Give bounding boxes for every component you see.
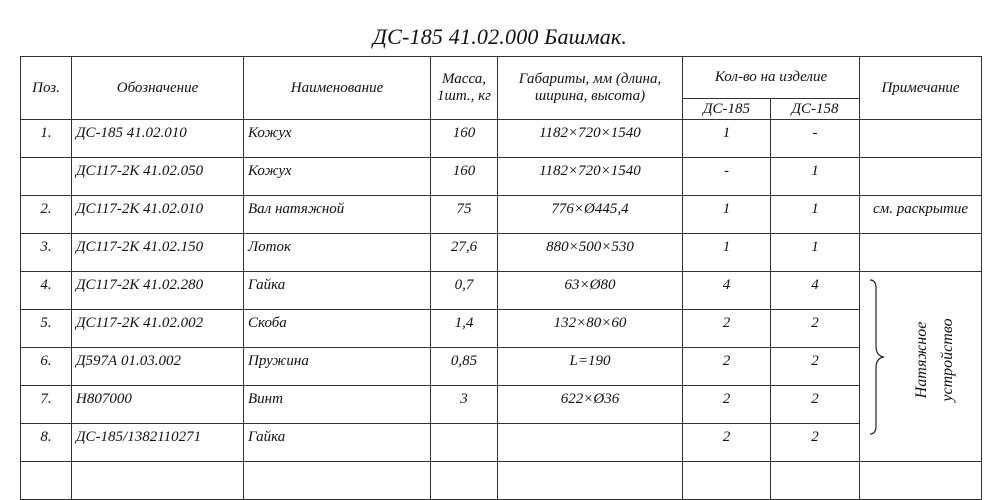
cell-designation: ДС-185/1382110271: [72, 424, 244, 462]
group-note-vertical-text: [904, 290, 964, 430]
cell-note: [860, 120, 982, 158]
cell-pos: 7.: [21, 386, 72, 424]
parts-specification-table: [20, 56, 982, 500]
header-quantity: Кол-во на изделие: [683, 57, 860, 99]
cell-designation: ДС117-2К 41.02.010: [72, 196, 244, 234]
cell-qty-b: [771, 462, 860, 500]
cell-name: Кожух: [244, 158, 431, 196]
cell-pos: [21, 158, 72, 196]
header-qty-ds158: ДС-158: [771, 99, 860, 120]
cell-qty-b: 1: [771, 158, 860, 196]
cell-mass: 0,7: [431, 272, 498, 310]
header-pos: Поз.: [21, 57, 72, 120]
cell-qty-b: -: [771, 120, 860, 158]
table-row: [21, 158, 982, 196]
cell-designation: [72, 462, 244, 500]
table-body: [21, 120, 982, 500]
cell-qty-a: 2: [683, 348, 771, 386]
table-row: [21, 196, 982, 234]
cell-pos: [21, 462, 72, 500]
cell-qty-a: 1: [683, 120, 771, 158]
cell-pos: 6.: [21, 348, 72, 386]
cell-dims: 63×Ø80: [498, 272, 683, 310]
group-note-cell: [860, 272, 982, 462]
cell-qty-b: 1: [771, 234, 860, 272]
cell-qty-a: 1: [683, 234, 771, 272]
cell-designation: ДС-185 41.02.010: [72, 120, 244, 158]
cell-qty-a: 2: [683, 424, 771, 462]
cell-mass: [431, 462, 498, 500]
cell-name: Винт: [244, 386, 431, 424]
cell-name: Вал натяжной: [244, 196, 431, 234]
cell-qty-a: -: [683, 158, 771, 196]
cell-qty-b: 2: [771, 348, 860, 386]
cell-designation: Д597А 01.03.002: [72, 348, 244, 386]
cell-mass: 27,6: [431, 234, 498, 272]
table-row: [21, 310, 982, 348]
cell-mass: 3: [431, 386, 498, 424]
cell-designation: ДС117-2К 41.02.002: [72, 310, 244, 348]
cell-dims: L=190: [498, 348, 683, 386]
cell-pos: 1.: [21, 120, 72, 158]
table-row: [21, 462, 982, 500]
cell-qty-b: 2: [771, 310, 860, 348]
cell-dims: [498, 424, 683, 462]
cell-qty-b: 1: [771, 196, 860, 234]
document-title: ДС-185 41.02.000 Башмак.: [372, 24, 628, 49]
cell-name: Гайка: [244, 424, 431, 462]
cell-pos: 3.: [21, 234, 72, 272]
cell-mass: 160: [431, 158, 498, 196]
cell-name: Скоба: [244, 310, 431, 348]
table-row: [21, 272, 982, 310]
header-mass: Масса, 1шт., кг: [431, 57, 498, 120]
cell-qty-a: 2: [683, 386, 771, 424]
table-row: [21, 386, 982, 424]
cell-note: [860, 234, 982, 272]
cell-note: [860, 462, 982, 500]
cell-dims: 622×Ø36: [498, 386, 683, 424]
cell-name: Лоток: [244, 234, 431, 272]
header-note: Примечание: [860, 57, 982, 120]
cell-qty-a: 1: [683, 196, 771, 234]
table-row: [21, 234, 982, 272]
header-name: Наименование: [244, 57, 431, 120]
cell-dims: 776×Ø445,4: [498, 196, 683, 234]
cell-mass: 1,4: [431, 310, 498, 348]
cell-mass: 160: [431, 120, 498, 158]
cell-note: см. раскрытие: [860, 196, 982, 234]
table-header: [21, 57, 982, 120]
cell-name: Гайка: [244, 272, 431, 310]
cell-name: [244, 462, 431, 500]
cell-pos: 8.: [21, 424, 72, 462]
header-designation: Обозначение: [72, 57, 244, 120]
cell-pos: 2.: [21, 196, 72, 234]
table-row: [21, 348, 982, 386]
cell-dims: 132×80×60: [498, 310, 683, 348]
table-row: [21, 120, 982, 158]
cell-qty-b: 4: [771, 272, 860, 310]
cell-qty-a: 2: [683, 310, 771, 348]
cell-mass: 0,85: [431, 348, 498, 386]
cell-designation: ДС117-2К 41.02.280: [72, 272, 244, 310]
cell-pos: 5.: [21, 310, 72, 348]
table-row: [21, 424, 982, 462]
cell-mass: 75: [431, 196, 498, 234]
cell-dims: [498, 462, 683, 500]
cell-qty-b: 2: [771, 386, 860, 424]
header-dimensions: Габариты, мм (длина, ширина, высота): [498, 57, 683, 120]
cell-designation: ДС117-2К 41.02.150: [72, 234, 244, 272]
cell-qty-b: 2: [771, 424, 860, 462]
curly-brace-icon: [864, 278, 894, 436]
cell-dims: 880×500×530: [498, 234, 683, 272]
cell-designation: ДС117-2К 41.02.050: [72, 158, 244, 196]
cell-mass: [431, 424, 498, 462]
group-note-line2: устройство: [939, 318, 956, 402]
cell-dims: 1182×720×1540: [498, 158, 683, 196]
cell-name: Пружина: [244, 348, 431, 386]
cell-note: [860, 158, 982, 196]
header-qty-ds185: ДС-185: [683, 99, 771, 120]
group-note-line1: Натяжное: [913, 321, 930, 399]
cell-designation: Н807000: [72, 386, 244, 424]
cell-pos: 4.: [21, 272, 72, 310]
cell-qty-a: 4: [683, 272, 771, 310]
cell-dims: 1182×720×1540: [498, 120, 683, 158]
cell-name: Кожух: [244, 120, 431, 158]
cell-qty-a: [683, 462, 771, 500]
